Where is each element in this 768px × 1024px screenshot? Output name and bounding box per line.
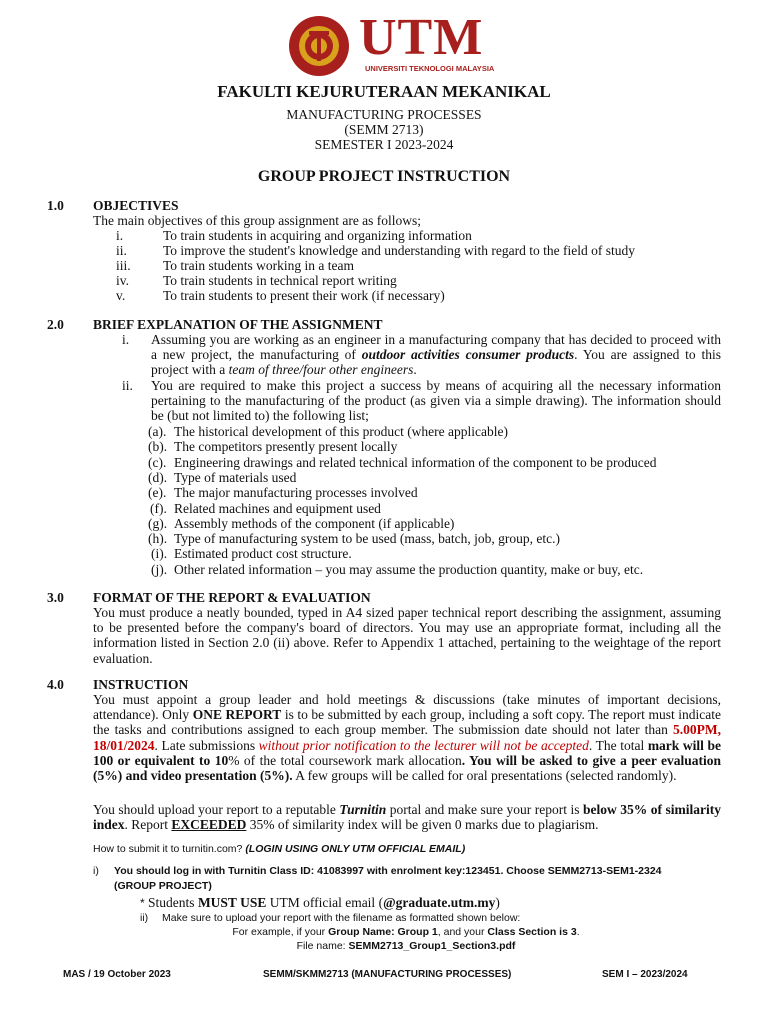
doc-title: GROUP PROJECT INSTRUCTION: [257, 168, 511, 185]
s2-paragraph-1: Assuming you are working as an engineer in a manufacturing company that has decided to proceed with a new project, the manufacturing of outdoor activities consumer products. You are assigned to this project with a team of three/four other engineers.: [151, 332, 722, 378]
list-item-text: Estimated product cost structure.: [174, 546, 352, 562]
footer-left: MAS / 19 October 2023: [63, 969, 171, 980]
s2-paragraph-2: You are required to make this project a success by means of acquiring all the necessary information pertaining to the manufacturing of the product (as given via a simple drawing). The information should be (but not limited to) the following list;: [151, 378, 721, 424]
list-item-num: (i).: [151, 546, 168, 562]
s4-number: 4.0: [47, 677, 64, 692]
s2-number: 2.0: [47, 317, 64, 332]
howto-step-2-number: ii): [140, 912, 149, 924]
s2-p2-number: ii.: [122, 378, 133, 393]
list-item-text: To train students to present their work (if necessary): [163, 288, 445, 303]
peer-video-note: . You will be asked to give a peer evaluation (5%) and video presentation (5%).: [93, 752, 722, 784]
list-item-num: (f).: [150, 500, 167, 516]
s4-paragraph-1: You must appoint a group leader and hold meetings & discussions (take minutes of important decisions, attendance). Only ONE REPORT is to be submitted by each group, including a soft copy. The report must indicate the tasks and contributions assigned to each group member. The submission date should not later than 5.00PM, 18/01/2024. Late submissions without prior notification to the lecturer will not be accepted. The total mark will be 100 or equivalent to 10% of the total coursework mark allocation. You will be asked to give a peer evaluation (5%) and video presentation (5%). A few groups will be called for oral presentations (selected randomly).: [93, 692, 722, 784]
list-item-text: To improve the student's knowledge and understanding with regard to the field of study: [163, 243, 636, 258]
official-email-note: (LOGIN USING ONLY UTM OFFICIAL EMAIL): [245, 843, 466, 855]
utm-logo: [287, 9, 495, 78]
howto-question: How to submit it to turnitin.com? (LOGIN USING ONLY UTM OFFICIAL EMAIL): [93, 843, 466, 855]
s3-number: 3.0: [47, 590, 64, 605]
product-emphasis: outdoor activities consumer products: [361, 347, 575, 363]
semester: SEMESTER I 2023-2024: [314, 137, 454, 152]
s3-heading: FORMAT OF THE REPORT & EVALUATION: [93, 590, 371, 605]
filename-format: File name: SEMM2713_Group1_Section3.pdf: [296, 940, 516, 952]
list-item-num: (c).: [148, 454, 167, 470]
list-item-text: Assembly methods of the component (if applicable): [174, 515, 455, 531]
list-item-text: Type of materials used: [174, 469, 297, 485]
list-item-num: (e).: [148, 485, 167, 501]
list-item-num: (a).: [148, 424, 167, 439]
email-requirement: * Students MUST USE UTM official email (@graduate.utm.my): [140, 895, 500, 910]
list-item-num: (b).: [148, 439, 168, 455]
list-item-num: (g).: [148, 515, 168, 531]
s1-number: 1.0: [47, 198, 64, 213]
list-item-text: Related machines and equipment used: [174, 500, 381, 516]
s1-intro: The main objectives of this group assignment are as follows;: [93, 213, 422, 228]
late-warning: without prior notification to the lecturer will not be accepted: [258, 737, 589, 753]
logo-word: UTM: [359, 9, 484, 66]
list-item-num: v.: [116, 288, 126, 303]
howto-step-1-number: i): [93, 865, 99, 877]
team-emphasis: team of three/four other engineers: [228, 362, 414, 378]
list-item-num: i.: [116, 228, 124, 243]
s2-heading: BRIEF EXPLANATION OF THE ASSIGNMENT: [93, 317, 383, 332]
s1-heading: OBJECTIVES: [93, 198, 179, 213]
footer-right: SEM I – 2023/2024: [602, 969, 688, 980]
list-item-text: To train students working in a team: [163, 258, 355, 273]
list-item-num: (h).: [148, 531, 168, 547]
faculty-title: FAKULTI KEJURUTERAAN MEKANIKAL: [217, 82, 551, 101]
howto-step-2: Make sure to upload your report with the filename as formatted shown below:: [162, 912, 521, 924]
list-item-num: ii.: [116, 243, 127, 258]
list-item-text: The historical development of this product (where applicable): [174, 424, 509, 439]
deadline: 5.00PM, 18/01/2024: [93, 722, 721, 753]
list-item-text: The major manufacturing processes involved: [174, 485, 418, 501]
s2-p1-number: i.: [122, 332, 130, 347]
list-item-text: The competitors presently present locally: [174, 439, 398, 455]
one-report-emphasis: ONE REPORT: [192, 707, 282, 723]
list-item-num: iv.: [116, 273, 129, 288]
bullet-icon: *: [140, 896, 145, 910]
list-item-num: (d).: [148, 469, 168, 485]
filename-example: For example, if your Group Name: Group 1, and your Class Section is 3.: [232, 926, 580, 938]
list-item-text: Engineering drawings and related technical information of the component to be produced: [174, 454, 657, 470]
course-name: MANUFACTURING PROCESSES: [286, 107, 482, 122]
exceeded-emphasis: EXCEEDED: [171, 817, 247, 833]
list-item-text: To train students in acquiring and organizing information: [163, 228, 472, 243]
howto-step-1-cont: (GROUP PROJECT): [114, 880, 212, 892]
footer-center: SEMM/SKMM2713 (MANUFACTURING PROCESSES): [263, 969, 512, 980]
list-item-text: Type of manufacturing system to be used (mass, batch, job, group, etc.): [174, 531, 560, 547]
s3-body: You must produce a neatly bounded, typed in A4 sized paper technical report describing the assignment, assuming to be presented before the company's board of directors. You may use an appropriate format, including all the information listed in Section 2.0 (ii) above. Refer to Appendix 1 attached, pertaining to the weightage of the report evaluation.: [93, 605, 721, 666]
course-code: (SEMM 2713): [344, 122, 424, 137]
turnitin-emphasis: Turnitin: [339, 802, 387, 817]
howto-step-1: You should log in with Turnitin Class ID: 41083997 with enrolment key:123451. Choose SEMM2713-SEM1-2324: [114, 865, 662, 877]
email-domain: @graduate.utm.my: [383, 895, 496, 910]
list-item-num: iii.: [116, 258, 131, 273]
list-item-text: To train students in technical report writing: [163, 273, 397, 288]
list-item-text: Other related information – you may assume the production quantity, make or buy, etc.: [174, 561, 644, 577]
s4-paragraph-2: You should upload your report to a reputable Turnitin portal and make sure your report is below 35% of similarity index. Report EXCEEDED 35% of similarity index will be given 0 marks due to plagiarism.: [93, 802, 721, 833]
list-item-num: (j).: [151, 561, 168, 577]
logo-subtitle: UNIVERSITI TEKNOLOGI MALAYSIA: [365, 64, 495, 73]
filename-value: SEMM2713_Group1_Section3.pdf: [348, 940, 516, 952]
s4-heading: INSTRUCTION: [93, 677, 189, 692]
